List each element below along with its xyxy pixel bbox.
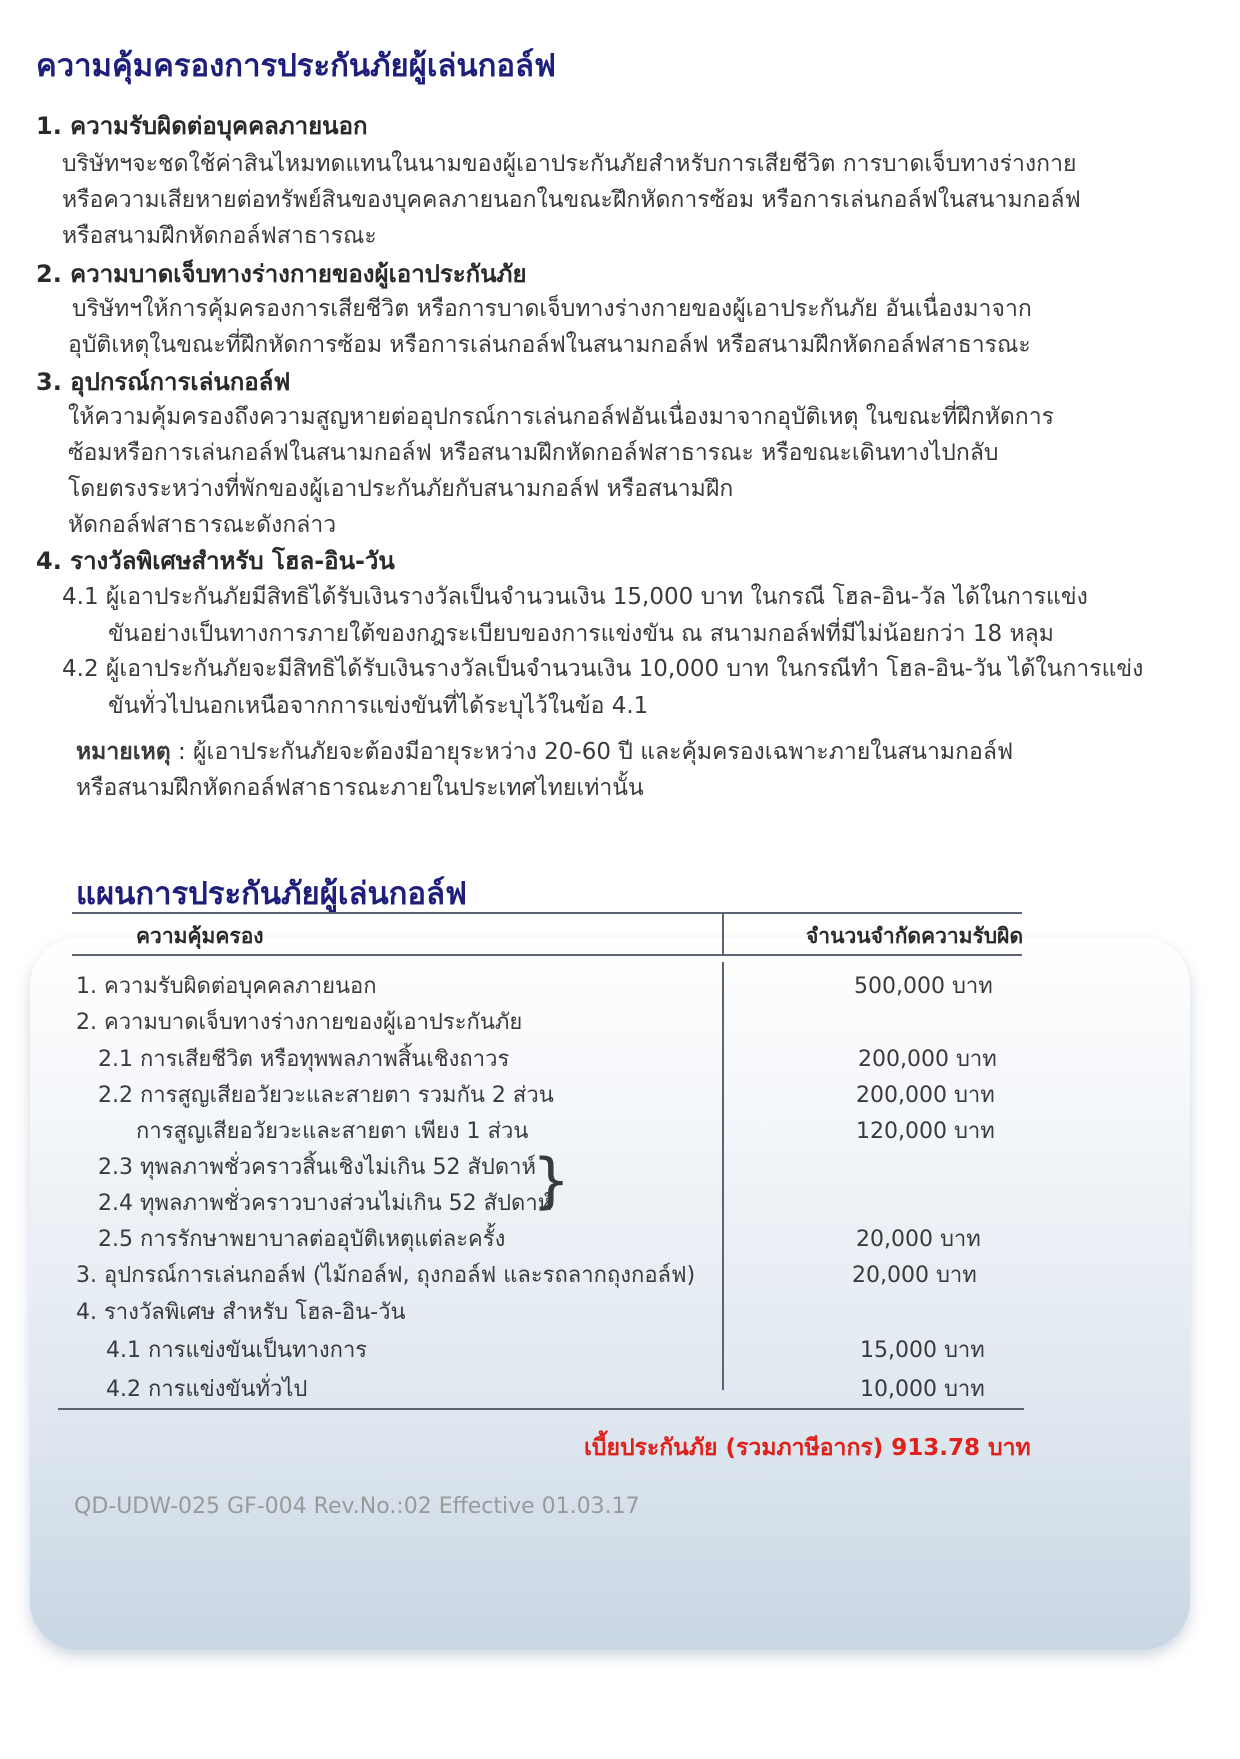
section-2-line-2: อุบัติเหตุในขณะที่ฝึกหัดการซ้อม หรือการเล่นกอล์ฟในสนามกอล์ฟ หรือสนามฝึกหัดกอล์ฟสาธารณะ — [68, 332, 1031, 358]
table-row-item: 2.3 ทุพลภาพชั่วคราวสิ้นเชิงไม่เกิน 52 สัปดาห์ — [98, 1155, 536, 1180]
note-text: : ผู้เอาประกันภัยจะต้องมีอายุระหว่าง 20-60 ปี และคุ้มครองเฉพาะภายในสนามกอล์ฟ — [170, 739, 1014, 765]
table-bottom-rule — [58, 1408, 1024, 1410]
section-2-heading: 2. ความบาดเจ็บทางร่างกายของผู้เอาประกันภัย — [36, 260, 527, 288]
note-line-1 — [76, 734, 1013, 770]
table-row-amount: 20,000 บาท — [852, 1263, 977, 1288]
table-header-divider — [722, 912, 724, 956]
table-row-item: 4.2 การแข่งขันทั่วไป — [106, 1377, 308, 1402]
header-coverage: ความคุ้มครอง — [136, 924, 264, 948]
section-2-line-1: บริษัทฯให้การคุ้มครองการเสียชีวิต หรือการบาดเจ็บทางร่างกายของผู้เอาประกันภัย อันเนื่องมาจาก — [72, 296, 1032, 322]
table-row-item: 2.1 การเสียชีวิต หรือทุพพลภาพสิ้นเชิงถาวร — [98, 1047, 510, 1072]
section-1-line-3: หรือสนามฝึกหัดกอล์ฟสาธารณะ — [62, 223, 377, 249]
table-row-amount: 15,000 บาท — [860, 1338, 985, 1363]
section-3-line-3: โดยตรงระหว่างที่พักของผู้เอาประกันภัยกับสนามกอล์ฟ หรือสนามฝึก — [68, 476, 734, 502]
brace-symbol: } — [532, 1146, 571, 1216]
section-3-line-2: ซ้อมหรือการเล่นกอล์ฟในสนามกอล์ฟ หรือสนามฝึกหัดกอล์ฟสาธารณะ หรือขณะเดินทางไปกลับ — [68, 440, 999, 466]
section-4-line-3: 4.2 ผู้เอาประกันภัยจะมีสิทธิได้รับเงินรางวัลเป็นจำนวนเงิน 10,000 บาท ในกรณีทำ โฮล-อิน-วัน ได้ในการแข่ง — [62, 656, 1144, 682]
document-code: QD-UDW-025 GF-004 Rev.No.:02 Effective 01.03.17 — [74, 1494, 640, 1519]
table-row-amount: 200,000 บาท — [858, 1047, 997, 1072]
section-1-heading: 1. ความรับผิดต่อบุคคลภายนอก — [36, 112, 368, 140]
section-4-line-1: 4.1 ผู้เอาประกันภัยมีสิทธิได้รับเงินรางวัลเป็นจำนวนเงิน 15,000 บาท ในกรณี โฮล-อิน-วัล ได้ในการแข่ง — [62, 584, 1088, 610]
section-3-line-4: หัดกอล์ฟสาธารณะดังกล่าว — [68, 512, 337, 538]
table-row-amount: 200,000 บาท — [856, 1083, 995, 1108]
section-1-line-2: หรือความเสียหายต่อทรัพย์สินของบุคคลภายนอกในขณะฝึกหัดการซ้อม หรือการเล่นกอล์ฟในสนามกอล์ฟ — [62, 187, 1081, 213]
table-header-rule — [72, 954, 1022, 956]
plan-title: แผนการประกันภัยผู้เล่นกอล์ฟ — [76, 876, 467, 912]
table-row-item: 4.1 การแข่งขันเป็นทางการ — [106, 1338, 368, 1363]
table-row-amount: 10,000 บาท — [860, 1377, 985, 1402]
table-row-item: 2. ความบาดเจ็บทางร่างกายของผู้เอาประกันภัย — [76, 1010, 523, 1035]
table-column-divider — [722, 962, 724, 1390]
page-title: ความคุ้มครองการประกันภัยผู้เล่นกอล์ฟ — [36, 48, 556, 84]
table-row-item: 3. อุปกรณ์การเล่นกอล์ฟ (ไม้กอล์ฟ, ถุงกอล์ฟ และรถลากถุงกอล์ฟ) — [76, 1263, 696, 1288]
section-3-heading: 3. อุปกรณ์การเล่นกอล์ฟ — [36, 368, 291, 396]
premium-total: เบี้ยประกันภัย (รวมภาษีอากร) 913.78 บาท — [584, 1435, 1031, 1461]
section-1-line-1: บริษัทฯจะชดใช้ค่าสินไหมทดแทนในนามของผู้เอาประกันภัยสำหรับการเสียชีวิต การบาดเจ็บทางร่างกาย — [62, 151, 1077, 177]
table-row-amount: 500,000 บาท — [854, 974, 993, 999]
section-4-line-4: ขันทั่วไปนอกเหนือจากการแข่งขันที่ได้ระบุไว้ในข้อ 4.1 — [108, 693, 649, 719]
section-3-line-1: ให้ความคุ้มครองถึงความสูญหายต่ออุปกรณ์การเล่นกอล์ฟอันเนื่องมาจากอุบัติเหตุ ในขณะที่ฝึกหัดการ — [68, 404, 1054, 430]
table-row-item: 4. รางวัลพิเศษ สำหรับ โฮล-อิน-วัน — [76, 1300, 406, 1325]
table-row-item: 2.4 ทุพลภาพชั่วคราวบางส่วนไม่เกิน 52 สัปดาห์ — [98, 1191, 553, 1216]
note-line-2: หรือสนามฝึกหัดกอล์ฟสาธารณะภายในประเทศไทยเท่านั้น — [76, 775, 644, 801]
table-top-rule — [72, 912, 1022, 914]
section-4-line-2: ขันอย่างเป็นทางการภายใต้ของกฎระเบียบของการแข่งขัน ณ สนามกอล์ฟที่มีไม่น้อยกว่า 18 หลุม — [108, 621, 1054, 647]
table-row-amount: 120,000 บาท — [856, 1119, 995, 1144]
table-row-item: การสูญเสียอวัยวะและสายตา เพียง 1 ส่วน — [136, 1119, 529, 1144]
header-limit: จำนวนจำกัดความรับผิด — [806, 924, 1024, 948]
table-row-item: 1. ความรับผิดต่อบุคคลภายนอก — [76, 974, 377, 999]
table-row-item: 2.2 การสูญเสียอวัยวะและสายตา รวมกัน 2 ส่วน — [98, 1083, 554, 1108]
table-row-amount: 20,000 บาท — [856, 1227, 981, 1252]
section-4-heading: 4. รางวัลพิเศษสำหรับ โฮล-อิน-วัน — [36, 547, 395, 575]
table-row-item: 2.5 การรักษาพยาบาลต่ออุบัติเหตุแต่ละครั้ง — [98, 1227, 506, 1252]
note-label: หมายเหตุ — [76, 739, 171, 765]
